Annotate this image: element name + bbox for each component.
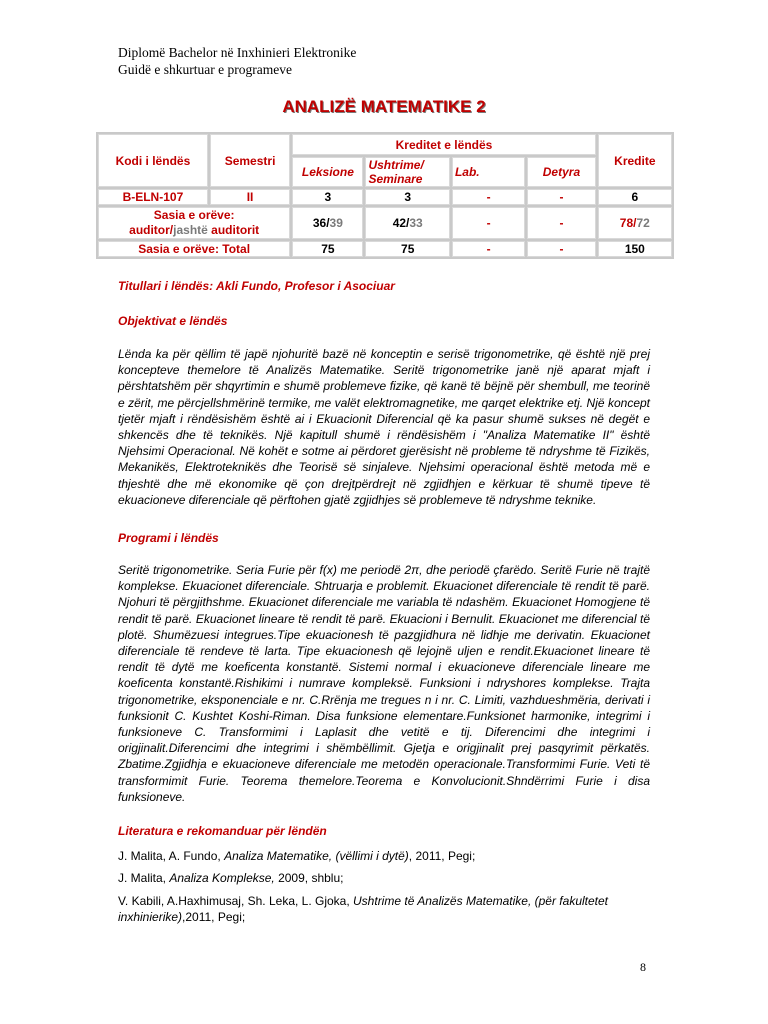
programi-heading: Programi i lëndës xyxy=(118,531,219,545)
cell-total-label: Sasia e orëve: Total xyxy=(98,241,290,257)
sasia-label-line1: Sasia e orëve: xyxy=(153,208,235,222)
header-ushtrime xyxy=(365,157,450,187)
objektivat-heading: Objektivat e lëndës xyxy=(118,314,228,328)
ref3-title: Ushtrime të Analizës Matematike, (për fakultetet inxhinierike) xyxy=(118,894,609,924)
cell-lab: - xyxy=(452,189,525,205)
titullari-line: Titullari i lëndës: Akli Fundo, Profesor i Asociuar xyxy=(118,279,395,293)
cell-sasia-detyra: - xyxy=(527,207,595,239)
header-ushtrime-line1: Ushtrime/ xyxy=(368,158,424,172)
header-line-1: Diplomë Bachelor në Inxhinieri Elektronike xyxy=(118,45,357,60)
cell-total-detyra: - xyxy=(527,241,595,257)
ref1-authors: J. Malita, A. Fundo, xyxy=(118,849,225,863)
ref2-title: Analiza Komplekse, xyxy=(169,871,275,885)
cell-leksione: 3 xyxy=(292,189,363,205)
cell-sasia-kredite xyxy=(598,207,672,239)
cell-kodi: B-ELN-107 xyxy=(98,189,208,205)
cell-semestri: II xyxy=(210,189,290,205)
sasia-label-jashte: jashtë xyxy=(173,223,208,237)
ref2-pub: 2009, shblu; xyxy=(274,871,344,885)
sasia-ushtrime-jashte: 33 xyxy=(409,216,423,230)
cell-total-kredite: 150 xyxy=(598,241,672,257)
header-kreditet: Kreditet e lëndës xyxy=(292,134,595,155)
page-title: ANALIZË MATEMATIKE 2 xyxy=(282,97,486,116)
header-kredite: Kredite xyxy=(598,134,672,187)
document-header xyxy=(118,44,356,78)
programi-text: Seritë trigonometrike. Seria Furie për f(x) me periodë 2π, dhe periodë çfarëdo. Seritë Furie në trajtë komplekse. Ekuacionet diferenciale. Shtruarja e problemit. Ekuacionet diferenciale të rendit të parë. Njohuri të përgjithshme. Ekuacionet diferenciale me variabla të ndashëm. Ekuacionet Homogjene të rendit të parë. Ekuacionet lineare të rendit të parë. Ekuacioni i Bernulit. Ekuacionet me diferencial të plotë. Shumëzuesi integrues.Tipe ekuacionesh të pazgjidhura në lidhje me derivatin. Ekuacionet diferenciale të rendeve të larta. Tipe ekuacionesh që lejojnë uljen e rendit.Ekuacionet lineare të rendit të dytë me koeficenta konstantë. Sistemi normal i ekuacioneve diferenciale lineare me koeficenta konstantë.Rishikimi i numrave kompleksë. Funksioni i ndryshores komplekse. Trajta trigonometrike, eksponenciale e nr. C.Rrënja me tregues n i nr. C. Limiti, vazhdueshmëria, derivati i funksionit C. Kushtet Koshi-Riman. Disa funksione elementare.Funksionet harmonike, integrimi i funksioneve C. Transformimi i Laplasit dhe vetitë e tij. Diferencimi dhe integrimi i origjinalit.Diferencimi dhe integrimi i shëmbëllimit. Gjetja e origjinalit prej pasqyrimit përkatës. Zbatime.Zgjidhja e ekuacioneve diferenciale me metodën operacionale.Transformimi Furie. Veti të transformimit Furie. Teorema themelore.Teorema e Konvolucionit.Shndërrimi Furie i disa funksioneve. xyxy=(118,563,650,804)
sasia-label-auditor: auditor/ xyxy=(129,223,174,237)
reference-2 xyxy=(118,870,652,886)
sasia-leksione-auditor: 36/ xyxy=(312,216,330,230)
cell-ushtrime: 3 xyxy=(365,189,450,205)
sasia-kredite-auditor: 78/ xyxy=(619,216,637,230)
ref3-authors: V. Kabili, A.Haxhimusaj, Sh. Leka, L. Gjoka, xyxy=(118,894,354,908)
sasia-leksione-jashte: 39 xyxy=(329,216,343,230)
cell-sasia-leksione xyxy=(292,207,363,239)
cell-kredite: 6 xyxy=(598,189,672,205)
header-kodi: Kodi i lëndës xyxy=(98,134,208,187)
header-detyra: Detyra xyxy=(527,157,595,187)
cell-detyra: - xyxy=(527,189,595,205)
literatura-heading: Literatura e rekomanduar për lëndën xyxy=(118,824,327,838)
sasia-label-auditorit: auditorit xyxy=(207,223,260,237)
cell-total-ushtrime: 75 xyxy=(365,241,450,257)
cell-total-lab: - xyxy=(452,241,525,257)
header-line-2: Guidë e shkurtuar e programeve xyxy=(118,62,292,77)
course-credits-table xyxy=(96,132,674,259)
header-leksione: Leksione xyxy=(292,157,363,187)
header-seminare-line2: Seminare xyxy=(368,172,423,186)
header-semestri: Semestri xyxy=(210,134,290,187)
ref1-title: Analiza Matematike, (vëllimi i dytë) xyxy=(224,849,409,863)
ref1-pub: , 2011, Pegi; xyxy=(408,849,476,863)
objektivat-text: Lënda ka për qëllim të japë njohuritë bazë në konceptin e serisë trigonometrike, që është një prej koncepteve themelore të Analizës Matematike. Seritë trigonometrike janë një aparat mjaft i përshtatshëm për shqyrtimin e shumë problemeve fizike, që kanë të bëjnë për shembull, me teorinë e zërit, me përcjellshmërinë termike, me valët elektromagnetike, me qarqet elektrike etj. Një koncept tjetër mjaft i rëndësishëm është ai i Ekuacionit Diferencial që ka pasur shumë sukses në degët e shkencës dhe të teknikës. Një kapitull shumë i rëndësishëm i "Analiza Matematike II" është Njehsimi Operacional. Në kohët e sotme ai përdoret gjerësisht në probleme të ndryshme të Fizikës, Mekanikës, Elektroteknikës dhe Teorisë së sinjaleve. Njehsimi operacional është metoda më e thjeshtë dhe më ekonomike që çon drejtpërdrejt në zgjidhjen e kërkuar të shumë tipeve të ekuacioneve diferenciale që përftohen gjatë zgjidhjes së problemeve të ndryshme teknike. xyxy=(118,347,650,507)
cell-sasia-label xyxy=(98,207,290,239)
page-number: 8 xyxy=(640,960,646,974)
ref3-pub: ,2011, Pegi; xyxy=(182,910,246,924)
sasia-ushtrime-auditor: 42/ xyxy=(392,216,410,230)
cell-sasia-lab: - xyxy=(452,207,525,239)
header-lab: Lab. xyxy=(452,157,525,187)
reference-3 xyxy=(118,893,652,925)
cell-sasia-ushtrime xyxy=(365,207,450,239)
cell-total-leksione: 75 xyxy=(292,241,363,257)
sasia-kredite-jashte: 72 xyxy=(636,216,650,230)
reference-1 xyxy=(118,848,652,864)
ref2-authors: J. Malita, xyxy=(118,871,170,885)
